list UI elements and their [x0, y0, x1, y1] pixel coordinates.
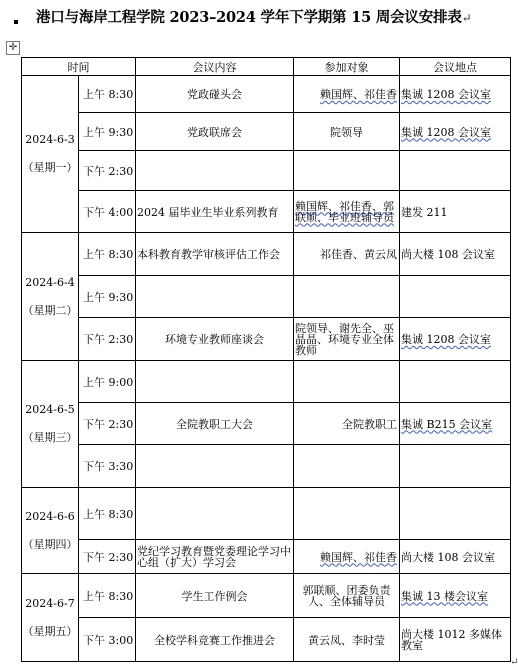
participants-cell — [294, 276, 400, 318]
location-cell — [400, 276, 511, 318]
table-row — [22, 151, 511, 191]
location-cell: 集诚 1208 会议室 — [400, 113, 511, 151]
time-cell: 下午 2:30 — [79, 540, 136, 574]
time-cell: 下午 3:00 — [79, 618, 136, 662]
time-cell: 上午 8:30 — [79, 488, 136, 540]
table-row — [22, 276, 511, 318]
date-cell — [22, 574, 79, 662]
table-row — [22, 445, 511, 488]
content-cell: 学生工作例会 — [136, 574, 294, 618]
participants-cell: 院领导 — [294, 113, 400, 151]
table-row — [22, 76, 511, 113]
location-cell — [400, 361, 511, 403]
participants-cell — [294, 361, 400, 403]
table-move-handle-icon[interactable]: ✛ — [6, 41, 20, 55]
location-cell: 尚大楼 108 会议室 — [400, 233, 511, 276]
content-cell — [136, 445, 294, 488]
table-row — [22, 191, 511, 233]
weekday-text: （星期五） — [22, 624, 78, 638]
content-cell: 党政联席会 — [136, 113, 294, 151]
table-row — [22, 540, 511, 574]
location-cell: 集诚 13 楼会议室 — [400, 574, 511, 618]
list-bullet — [14, 20, 18, 24]
content-cell: 本科教育教学审核评估工作会 — [136, 233, 294, 276]
content-cell — [136, 151, 294, 191]
participants-cell — [294, 151, 400, 191]
date-cell — [22, 488, 79, 574]
time-cell: 上午 8:30 — [79, 233, 136, 276]
date-text: 2024-6-5 — [25, 403, 75, 416]
weekday-text: （星期一） — [22, 161, 78, 174]
location-cell: 尚大楼 108 会议室 — [400, 540, 511, 574]
time-cell: 上午 9:30 — [79, 113, 136, 151]
location-cell: 尚大楼 1012 多媒体教室 — [400, 618, 511, 662]
participants-cell — [294, 488, 400, 540]
table-header-row — [22, 58, 511, 76]
content-cell — [136, 361, 294, 403]
participants-cell: 郭联顺、团委负责人、全体辅导员 — [294, 574, 400, 618]
date-text: 2024-6-7 — [25, 596, 75, 610]
content-cell: 党纪学习教育暨党委理论学习中心组（扩大）学习会 — [136, 540, 294, 574]
weekday-text: （星期四） — [22, 537, 78, 551]
time-cell: 上午 9:30 — [79, 276, 136, 318]
participants-cell: 全院教职工 — [294, 403, 400, 445]
content-cell — [136, 488, 294, 540]
date-cell — [22, 76, 79, 233]
title-text: 港口与海岸工程学院 2023–2024 学年下学期第 15 周会议安排表 — [36, 9, 462, 26]
table-row — [22, 113, 511, 151]
content-cell: 全院教职工大会 — [136, 403, 294, 445]
date-text: 2024-6-6 — [25, 509, 75, 523]
location-cell — [400, 151, 511, 191]
table-row — [22, 233, 511, 276]
content-cell — [136, 276, 294, 318]
location-cell: 建发 211 — [400, 191, 511, 233]
table-row — [22, 361, 511, 403]
location-cell: 集诚 B215 会议室 — [400, 403, 511, 445]
time-cell: 下午 4:00 — [79, 191, 136, 233]
location-cell — [400, 445, 511, 488]
participants-cell: 赖国辉、祁佳香、郭联顺、毕业班辅导员 — [294, 191, 400, 233]
time-cell: 下午 2:30 — [79, 403, 136, 445]
location-cell: 集诚 1208 会议室 — [400, 318, 511, 361]
header-content: 会议内容 — [136, 58, 294, 76]
paragraph-mark-icon: ↵ — [461, 11, 472, 25]
content-cell: 环境专业教师座谈会 — [136, 318, 294, 361]
header-participants: 参加对象 — [294, 58, 400, 76]
page-title — [36, 6, 516, 28]
weekday-text: （星期三） — [22, 431, 78, 444]
table-row — [22, 488, 511, 540]
table-row — [22, 574, 511, 618]
weekday-text: （星期二） — [22, 303, 78, 317]
time-cell: 下午 3:30 — [79, 445, 136, 488]
table-row — [22, 403, 511, 445]
date-cell — [22, 361, 79, 488]
header-location: 会议地点 — [400, 58, 511, 76]
content-cell: 全校学科竞赛工作推进会 — [136, 618, 294, 662]
time-cell: 上午 9:00 — [79, 361, 136, 403]
end-of-cell-mark-icon: ↵ — [510, 657, 518, 668]
location-cell — [400, 488, 511, 540]
date-cell — [22, 233, 79, 361]
table-row — [22, 318, 511, 361]
schedule-table — [21, 57, 511, 662]
content-cell: 党政碰头会 — [136, 76, 294, 113]
location-cell: 集诚 1208 会议室 — [400, 76, 511, 113]
participants-cell: 赖国辉、祁佳香 — [294, 540, 400, 574]
header-time: 时间 — [22, 58, 136, 76]
table-row — [22, 618, 511, 662]
participants-cell: 祁佳香、黄云凤 — [294, 233, 400, 276]
participants-cell — [294, 445, 400, 488]
date-text: 2024-6-4 — [25, 275, 75, 289]
content-cell: 2024 届毕业生毕业系列教育 — [136, 191, 294, 233]
time-cell: 下午 2:30 — [79, 151, 136, 191]
participants-cell: 黄云凤、李时莹 — [294, 618, 400, 662]
participants-cell: 院领导、谢先全、巫晶晶、环境专业全体教师 — [294, 318, 400, 361]
time-cell: 下午 2:30 — [79, 318, 136, 361]
time-cell: 上午 8:30 — [79, 76, 136, 113]
time-cell: 上午 8:30 — [79, 574, 136, 618]
participants-cell: 赖国辉、祁佳香 — [294, 76, 400, 113]
date-text: 2024-6-3 — [25, 133, 75, 146]
